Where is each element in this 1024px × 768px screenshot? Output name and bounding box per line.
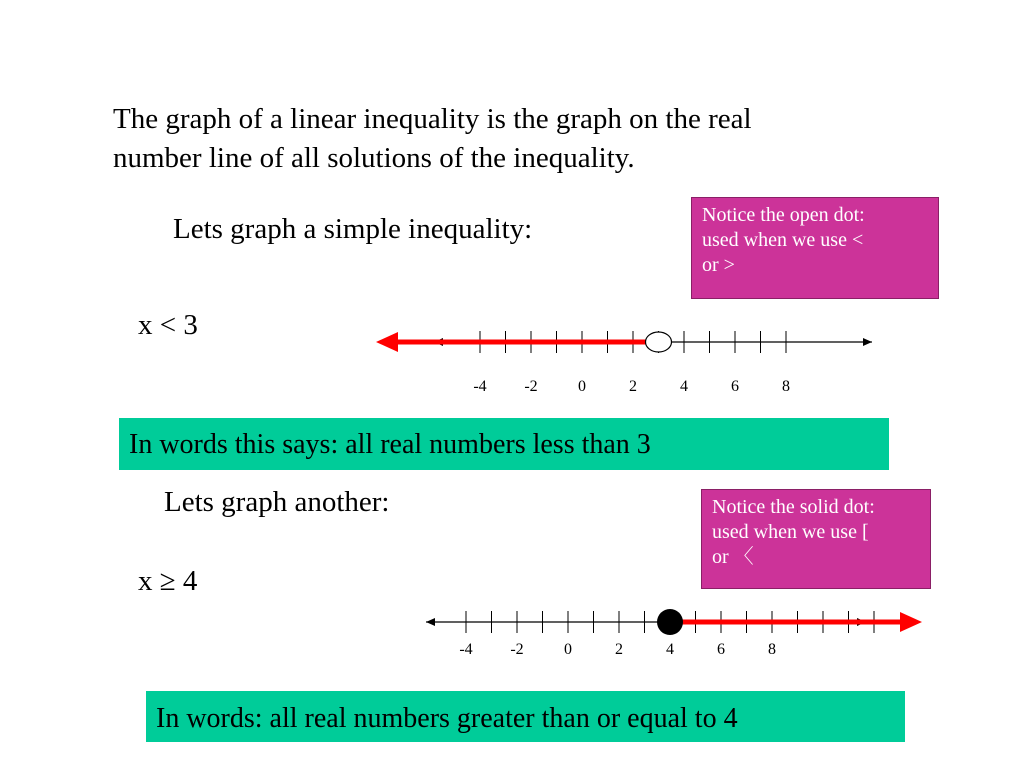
line2-shaded-arrowhead — [900, 612, 922, 632]
line1-tick-label: -4 — [473, 378, 487, 395]
example2-note-line-2: used when we use [ — [712, 521, 869, 543]
example2-heading: Lets graph another: — [164, 486, 390, 518]
line1-tick-label: -2 — [524, 378, 538, 395]
line2-tick-label: 6 — [717, 641, 725, 658]
line2-solid-dot — [657, 609, 683, 635]
line1-tick-label: 6 — [731, 378, 739, 395]
intro-line-1: The graph of a linear inequality is the graph on the real — [113, 103, 752, 135]
example1-heading: Lets graph a simple inequality: — [173, 213, 533, 245]
example1-note-line-1: Notice the open dot: — [702, 204, 865, 226]
intro-line-2: number line of all solutions of the inequality. — [113, 142, 635, 174]
line1-tick-label: 0 — [578, 378, 586, 395]
line2-tick-label: -2 — [510, 641, 524, 658]
example2-inequality: x ≥ 4 — [138, 565, 198, 597]
example1-note-line-2: used when we use < — [702, 229, 864, 251]
example2-note-line-3: or 〈 — [712, 546, 754, 568]
example1-note-line-3: or > — [702, 254, 735, 276]
example2-words-box: In words: all real numbers greater than or equal to 4 — [146, 691, 905, 742]
example1-inequality: x < 3 — [138, 309, 198, 341]
example2-note-line-1: Notice the solid dot: — [712, 496, 875, 518]
line2-axis-arrow-left — [426, 618, 435, 626]
line2-tick-label: -4 — [459, 641, 473, 658]
line1-tick-label: 2 — [629, 378, 637, 395]
line2-tick-label: 4 — [666, 641, 674, 658]
line1-tick-label: 8 — [782, 378, 790, 395]
line1-tick-label: 4 — [680, 378, 688, 395]
example1-words-box: In words this says: all real numbers less than 3 — [119, 418, 889, 470]
line2-tick-label: 2 — [615, 641, 623, 658]
line2-tick-label: 0 — [564, 641, 572, 658]
line2-tick-label: 8 — [768, 641, 776, 658]
